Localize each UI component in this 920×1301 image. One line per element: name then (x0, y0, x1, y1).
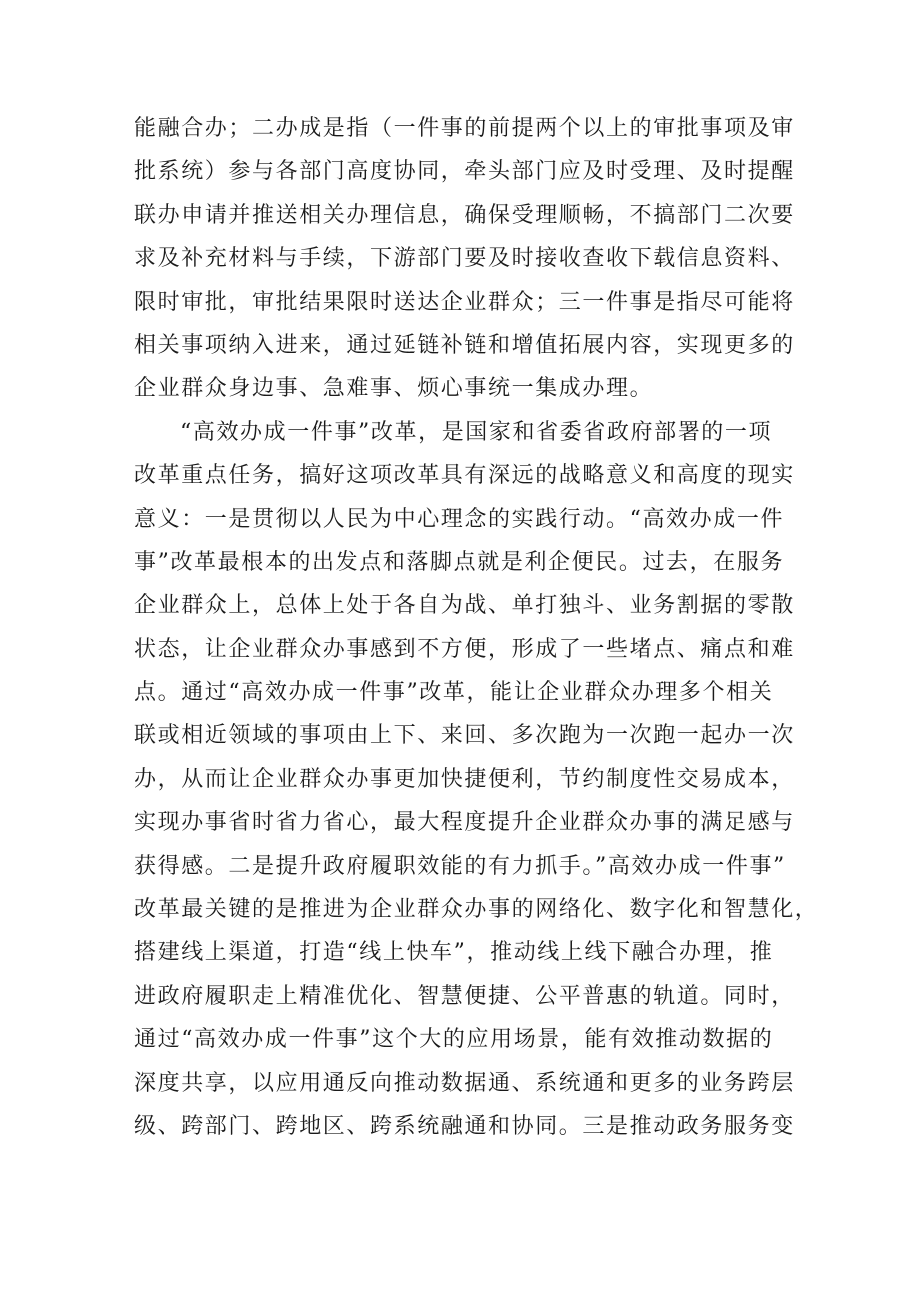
text-line: 深度共享，以应用通反向推动数据通、系统通和更多的业务跨层 (134, 1070, 795, 1096)
text-line: 级、跨部门、跨地区、跨系统融通和协同。三是推动政务服务变 (134, 1113, 795, 1139)
text-line: 进政府履职走上精准优化、智慧便捷、公平普惠的轨道。同时， (134, 983, 795, 1009)
text-line: 相关事项纳入进来，通过延链补链和增值拓展内容，实现更多的 (134, 332, 795, 358)
text-line: 实现办事省时省力省心，最大程度提升企业群众办事的满足感与 (134, 810, 795, 836)
text-line: 企业群众上，总体上处于各自为战、单打独斗、业务割据的零散 (134, 593, 795, 619)
text-line: 获得感。二是提升政府履职效能的有力抓手。”高效办成一件事” (134, 853, 786, 879)
text-line: 批系统）参与各部门高度协同，牵头部门应及时受理、及时提醒 (134, 159, 795, 185)
text-line: 求及补充材料与手续，下游部门要及时接收查收下载信息资料、 (134, 246, 795, 272)
text-line: 联或相近领域的事项由上下、来回、多次跑为一次跑一起办一次 (134, 723, 795, 749)
text-line: 办，从而让企业群众办事更加快捷便利，节约制度性交易成本， (134, 766, 795, 792)
text-line: 点。通过“高效办成一件事”改革，能让企业群众办理多个相关 (134, 680, 774, 706)
text-line: 企业群众身边事、急难事、烦心事统一集成办理。 (134, 376, 654, 402)
text-line: 事”改革最根本的出发点和落脚点就是利企便民。过去，在服务 (134, 549, 785, 575)
text-line: 限时审批，审批结果限时送达企业群众；三一件事是指尽可能将 (134, 289, 795, 315)
body-text (134, 107, 819, 1148)
text-line: 能融合办；二办成是指（一件事的前提两个以上的审批事项及审 (134, 116, 795, 141)
text-line: 意义：一是贯彻以人民为中心理念的实践行动。“高效办成一件 (134, 506, 785, 532)
paragraph-start-line: “高效办成一件事”改革，是国家和省委省政府部署的一项 (180, 419, 773, 445)
text-line: 联办申请并推送相关办理信息，确保受理顺畅，不搞部门二次要 (134, 202, 795, 228)
text-line: 状态，让企业群众办事感到不方便，形成了一些堵点、痛点和难 (134, 636, 795, 662)
text-line: 搭建线上渠道，打造“线上快车”，推动线上线下融合办理，推 (134, 940, 774, 966)
text-line: 改革最关键的是推进为企业群众办事的网络化、数字化和智慧化， (134, 897, 819, 923)
text-line: 通过“高效办成一件事”这个大的应用场景，能有效推动数据的 (134, 1027, 774, 1053)
text-line: 改革重点任务，搞好这项改革具有深远的战略意义和高度的现实 (134, 463, 795, 489)
